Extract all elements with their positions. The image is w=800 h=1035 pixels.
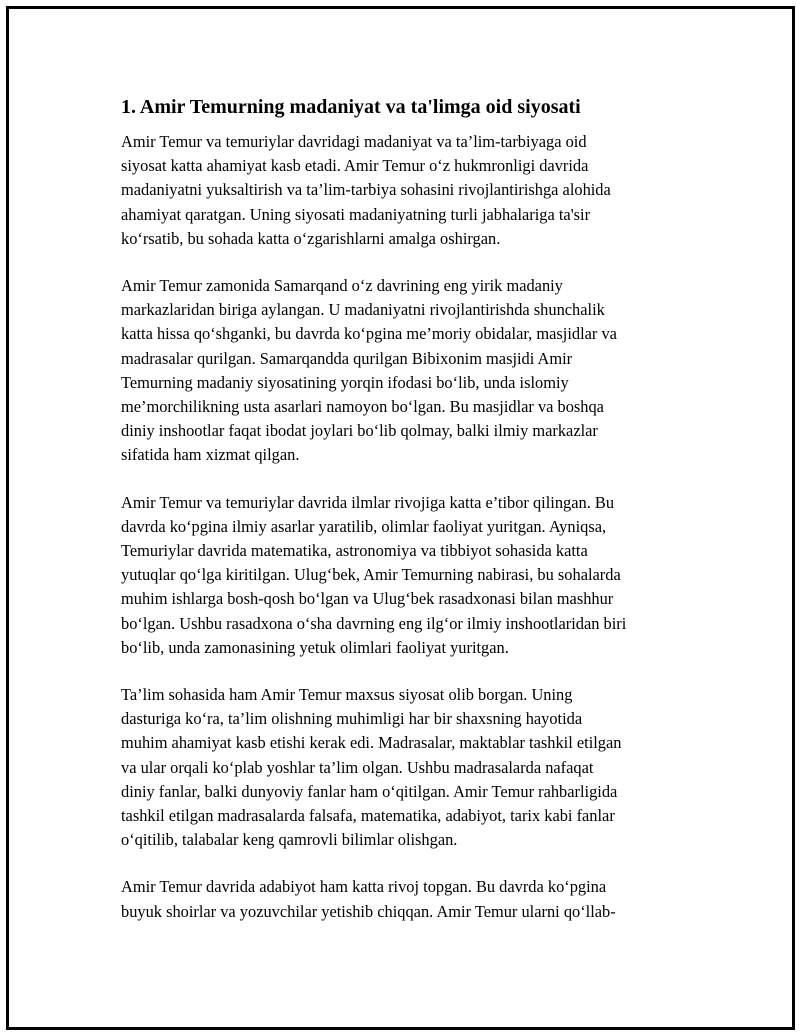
text-line: buyuk shoirlar va yozuvchilar yetishib chiqqan. Amir Temur ularni qo‘llab- [121, 901, 616, 921]
text-line: o‘qitilib, talabalar keng qamrovli bilimlar olishgan. [121, 830, 458, 850]
text-line: tashkil etilgan madrasalarda falsafa, matematika, adabiyot, tarix kabi fanlar [121, 806, 615, 826]
text-line: katta hissa qo‘shganki, bu davrda ko‘pgina me’moriy obidalar, masjidlar va [121, 324, 617, 344]
document-body [121, 94, 711, 947]
page-frame [6, 6, 795, 1030]
paragraph-5 [121, 875, 711, 923]
text-line: sifatida ham xizmat qilgan. [121, 445, 300, 465]
text-line: diniy fanlar, balki dunyoviy fanlar ham o‘qitilgan. Amir Temur rahbarligida [121, 781, 618, 801]
text-line: siyosat katta ahamiyat kasb etadi. Amir Temur o‘z hukmronligi davrida [121, 156, 589, 176]
text-line: muhim ahamiyat kasb etishi kerak edi. Madrasalar, maktablar tashkil etilgan [121, 733, 622, 753]
text-line: dasturiga ko‘ra, ta’lim olishning muhimligi har bir shaxsning hayotida [121, 709, 583, 729]
text-line: Amir Temur zamonida Samarqand o‘z davrining eng yirik madaniy [121, 276, 563, 296]
text-line: madrasalar qurilgan. Samarqandda qurilgan Bibixonim masjidi Amir [121, 348, 573, 368]
text-line: diniy inshootlar faqat ibodat joylari bo‘lib qolmay, balki ilmiy markazlar [121, 421, 598, 441]
paragraph-3 [121, 491, 711, 660]
text-line: ko‘rsatib, bu sohada katta o‘zgarishlarni amalga oshirgan. [121, 228, 501, 248]
text-line: markazlaridan biriga aylangan. U madaniyatni rivojlantirishda shunchalik [121, 300, 605, 320]
text-line: muhim ishlarga bosh-qosh bo‘lgan va Ulug‘bek rasadxonasi bilan mashhur [121, 589, 614, 609]
text-line: me’morchilikning usta asarlari namoyon bo‘lgan. Bu masjidlar va boshqa [121, 397, 604, 417]
text-line: ahamiyat qaratgan. Uning siyosati madaniyatning turli jabhalariga ta'sir [121, 204, 591, 224]
section-heading: 1. Amir Temurning madaniyat va ta'limga oid siyosati [121, 96, 581, 118]
text-line: va ular orqali ko‘plab yoshlar ta’lim olgan. Ushbu madrasalarda nafaqat [121, 757, 594, 777]
paragraph-4 [121, 683, 711, 852]
text-line: Amir Temur va temuriylar davrida ilmlar rivojiga katta e’tibor qilingan. Bu [121, 492, 615, 512]
text-line: Ta’lim sohasida ham Amir Temur maxsus siyosat olib borgan. Uning [121, 685, 573, 705]
text-line: Temurning madaniy siyosatining yorqin ifodasi bo‘lib, unda islomiy [121, 372, 569, 392]
text-line: davrda ko‘pgina ilmiy asarlar yaratilib, olimlar faoliyat yuritgan. Ayniqsa, [121, 516, 607, 536]
paragraph-2 [121, 274, 711, 468]
text-line: madaniyatni yuksaltirish va ta’lim-tarbiya sohasini rivojlantirishga alohida [121, 180, 611, 200]
text-line: Amir Temur va temuriylar davridagi madaniyat va ta’lim-tarbiyaga oid [121, 132, 587, 151]
text-line: bo‘lib, unda zamonasining yetuk olimlari faoliyat yuritgan. [121, 637, 509, 657]
text-line: bo‘lgan. Ushbu rasadxona o‘sha davrning eng ilg‘or ilmiy inshootlaridan biri [121, 613, 627, 633]
text-line: Temuriylar davrida matematika, astronomiya va tibbiyot sohasida katta [121, 541, 588, 561]
text-line: Amir Temur davrida adabiyot ham katta rivoj topgan. Bu davrda ko‘pgina [121, 877, 607, 897]
text-line: yutuqlar qo‘lga kiritilgan. Ulug‘bek, Amir Temurning nabirasi, bu sohalarda [121, 565, 621, 585]
paragraph-1 [121, 130, 711, 251]
